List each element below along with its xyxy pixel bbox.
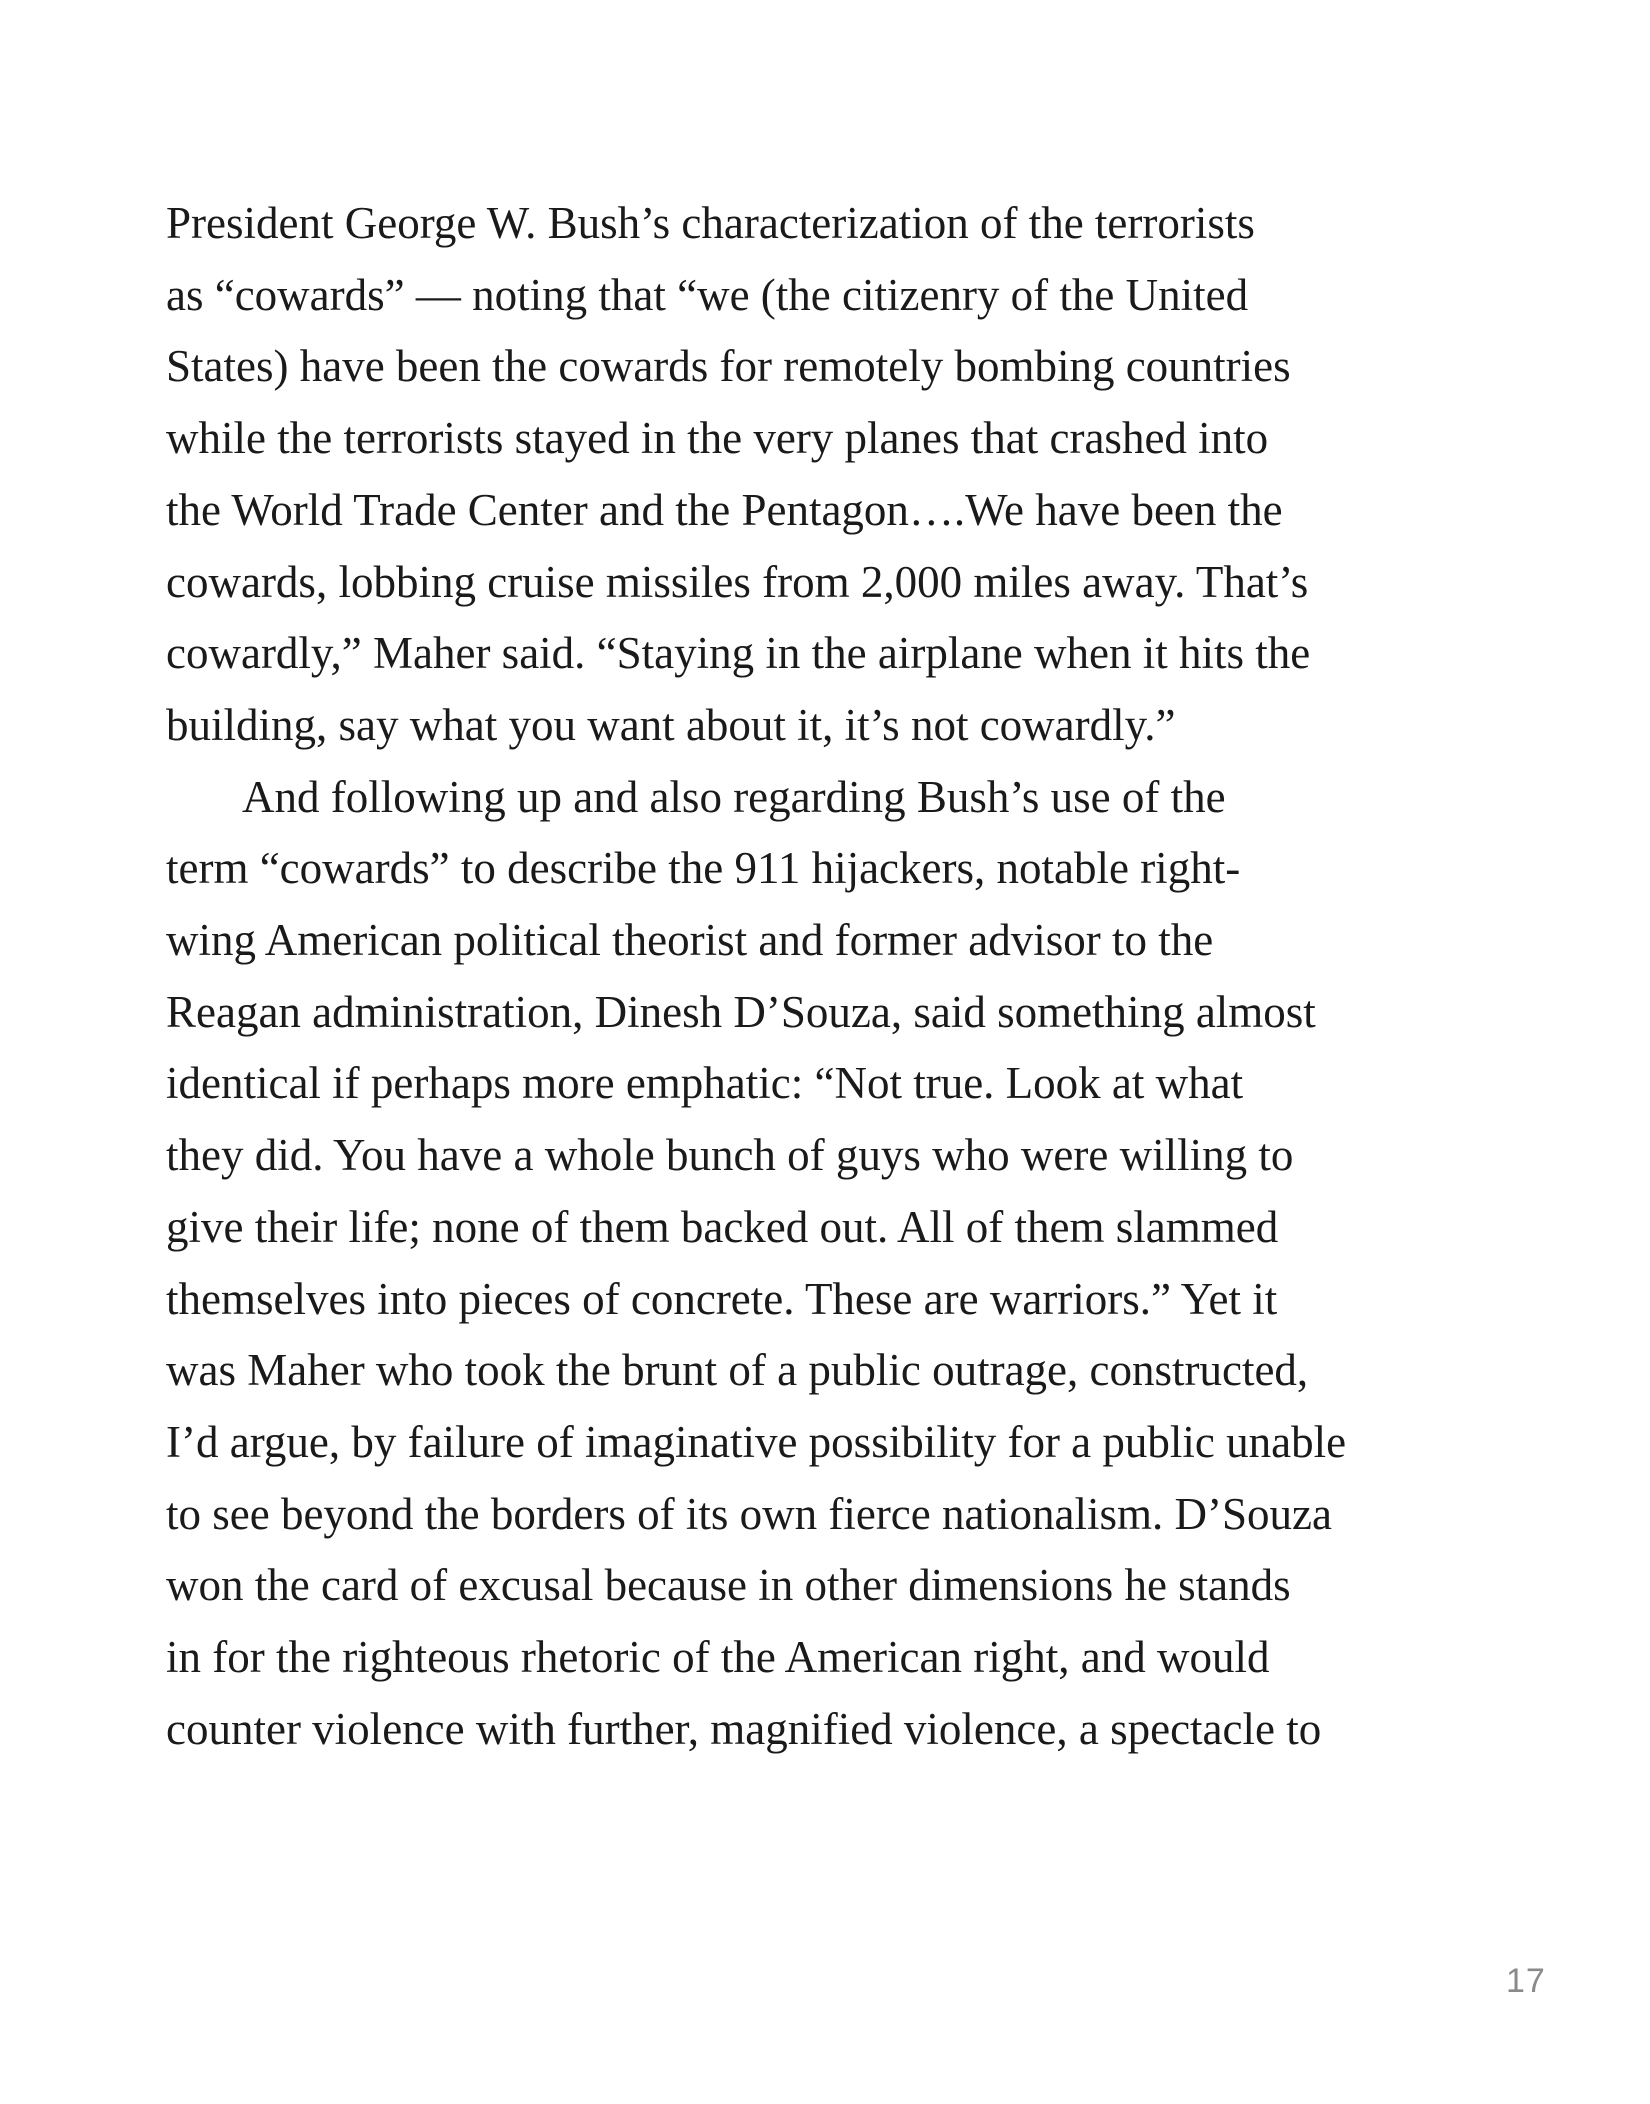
text-line: to see beyond the borders of its own fierce nationalism. D’Souza xyxy=(166,1488,1332,1539)
paragraph-1 xyxy=(166,188,1506,762)
text-line: they did. You have a whole bunch of guys who were willing to xyxy=(166,1130,1294,1181)
text-line: I’d argue, by failure of imaginative possibility for a public unable xyxy=(166,1416,1347,1467)
text-line: the World Trade Center and the Pentagon….We have been the xyxy=(166,484,1283,535)
text-line: States) have been the cowards for remotely bombing countries xyxy=(166,341,1291,392)
text-line: as “cowards” — noting that “we (the citizenry of the United xyxy=(166,269,1249,320)
text-line: while the terrorists stayed in the very planes that crashed into xyxy=(166,413,1269,464)
text-line: in for the righteous rhetoric of the American right, and would xyxy=(166,1632,1270,1683)
page-number: 17 xyxy=(1506,1962,1546,2000)
text-line: wing American political theorist and former advisor to the xyxy=(166,915,1214,966)
text-line: themselves into pieces of concrete. These are warriors.” Yet it xyxy=(166,1273,1278,1324)
body-text xyxy=(166,188,1506,1765)
paragraph-2 xyxy=(166,762,1506,1766)
text-line: And following up and also regarding Bush’s use of the xyxy=(242,771,1226,822)
text-line: Reagan administration, Dinesh D’Souza, said something almost xyxy=(166,986,1316,1037)
text-line: cowardly,” Maher said. “Staying in the airplane when it hits the xyxy=(166,628,1311,679)
text-line: was Maher who took the brunt of a public outrage, constructed, xyxy=(166,1345,1309,1396)
text-line: building, say what you want about it, it’s not cowardly.” xyxy=(166,699,1176,750)
text-line: give their life; none of them backed out. All of them slammed xyxy=(166,1201,1279,1252)
text-line: President George W. Bush’s characterization of the terrorists xyxy=(166,198,1255,248)
text-line: cowards, lobbing cruise missiles from 2,000 miles away. That’s xyxy=(166,556,1309,607)
text-line: term “cowards” to describe the 911 hijackers, notable right- xyxy=(166,843,1241,894)
text-line: identical if perhaps more emphatic: “Not true. Look at what xyxy=(166,1058,1244,1109)
text-line: won the card of excusal because in other dimensions he stands xyxy=(166,1560,1291,1611)
text-line: counter violence with further, magnified violence, a spectacle to xyxy=(166,1703,1322,1754)
